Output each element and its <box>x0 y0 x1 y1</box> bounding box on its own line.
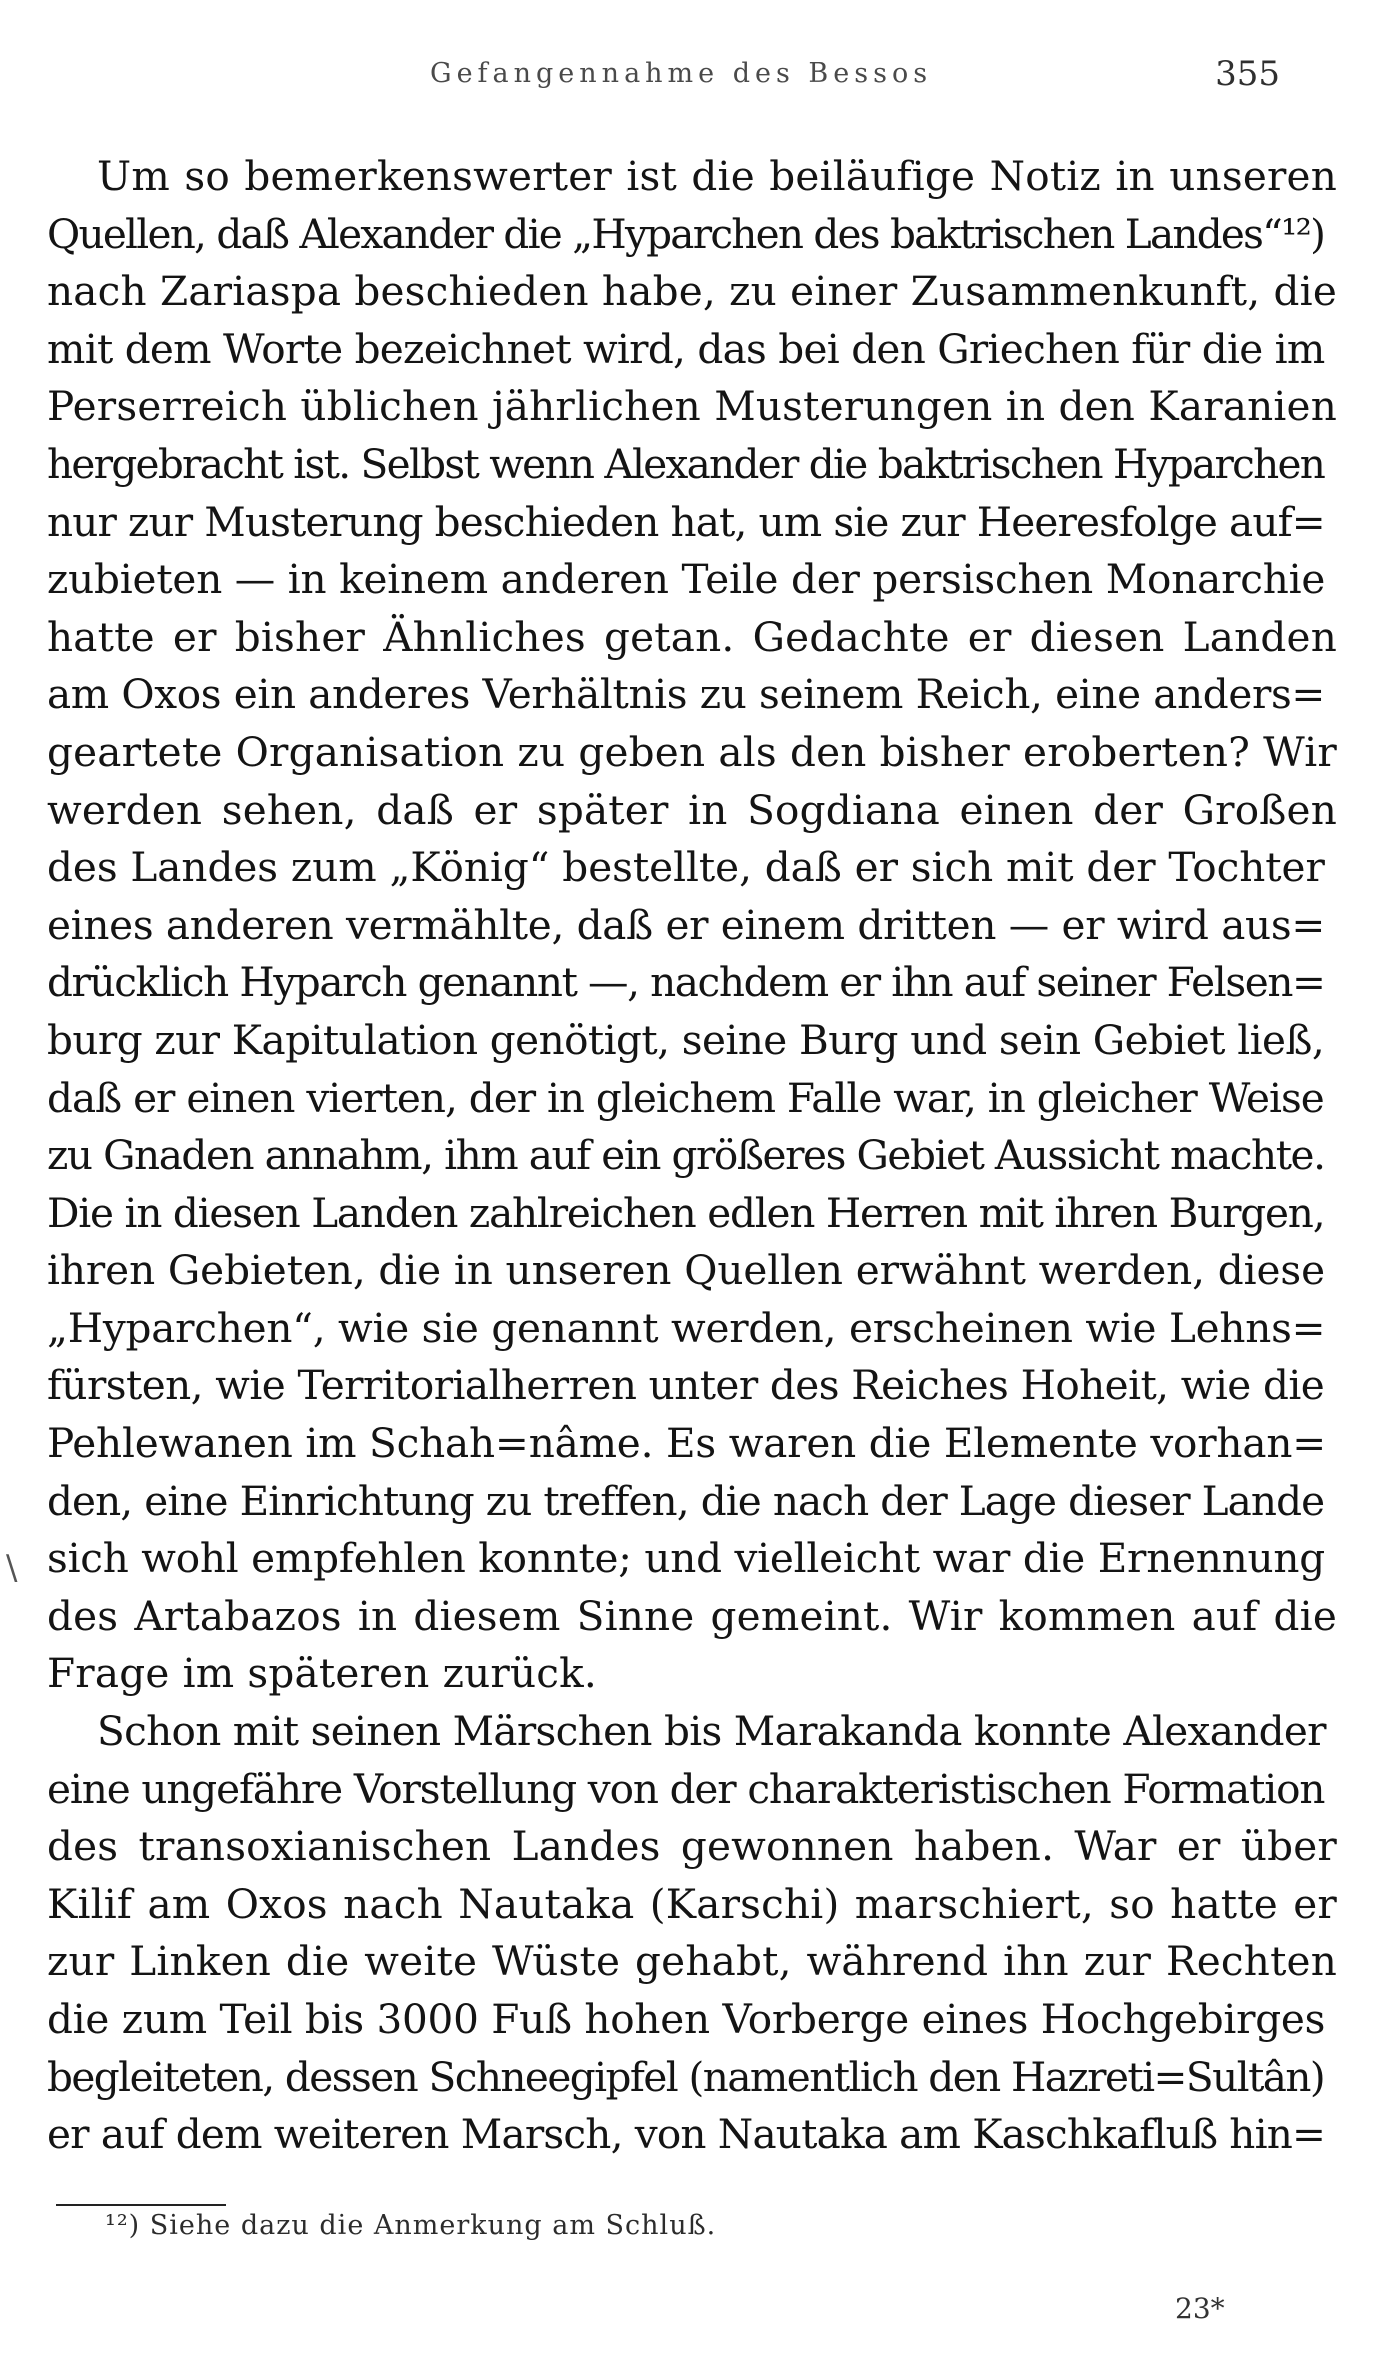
text-line: mit dem Worte bezeichnet wird, das bei den Griechen für die im <box>47 324 1325 373</box>
running-title: Gefangennahme des Bessos <box>430 58 933 89</box>
text-line: fürsten, wie Territorialherren unter des Reiches Hoheit, wie die <box>47 1361 1325 1410</box>
text-line: sich wohl empfehlen konnte; und vielleicht war die Ernennung <box>47 1534 1325 1583</box>
text-line: Schon mit seinen Märschen bis Marakanda konnte Alexander <box>97 1707 1326 1756</box>
page-number: 355 <box>1215 54 1280 94</box>
text-line: burg zur Kapitulation genötigt, seine Burg und sein Gebiet ließ, <box>47 1015 1325 1064</box>
text-line: den, eine Einrichtung zu treffen, die nach der Lage dieser Lande <box>47 1476 1325 1525</box>
text-line: nach Zariaspa beschieden habe, zu einer Zusammenkunft, die <box>47 267 1337 316</box>
text-line: begleiteten, dessen Schneegipfel (namentlich den Hazreti=Sultân) <box>47 2052 1325 2101</box>
text-line: am Oxos ein anderes Verhältnis zu seinem Reich, eine anders= <box>47 670 1325 719</box>
text-line: er auf dem weiteren Marsch, von Nautaka am Kaschkafluß hin= <box>47 2110 1326 2159</box>
text-line: werden sehen, daß er später in Sogdiana einen der Großen <box>47 785 1337 834</box>
text-line: des Artabazos in diesem Sinne gemeint. Wir kommen auf die <box>47 1591 1337 1640</box>
text-line: Kilif am Oxos nach Nautaka (Karschi) marschiert, so hatte er <box>47 1879 1337 1928</box>
text-line: Frage im späteren zurück. <box>47 1649 597 1698</box>
text-line: Pehlewanen im Schah=nâme. Es waren die Elemente vorhan= <box>47 1419 1326 1468</box>
text-line: daß er einen vierten, der in gleichem Falle war, in gleicher Weise <box>47 1073 1324 1122</box>
text-line: Quellen, daß Alexander die „Hyparchen des baktrischen Landes“¹²) <box>47 209 1325 258</box>
text-line: geartete Organisation zu geben als den bisher eroberten? Wir <box>47 727 1337 776</box>
footnote-rule <box>56 2204 226 2206</box>
text-line: drücklich Hyparch genannt —, nachdem er ihn auf seiner Felsen= <box>47 958 1325 1007</box>
text-line: zubieten — in keinem anderen Teile der persischen Monarchie <box>47 555 1326 604</box>
text-line: des Landes zum „König“ bestellte, daß er sich mit der Tochter <box>47 843 1325 892</box>
text-line: zur Linken die weite Wüste gehabt, während ihn zur Rechten <box>47 1937 1337 1986</box>
margin-mark: \ <box>6 1548 18 1588</box>
text-line: eines anderen vermählte, daß er einem dritten — er wird aus= <box>47 900 1325 949</box>
text-line: Die in diesen Landen zahlreichen edlen Herren mit ihren Burgen, <box>47 1188 1325 1237</box>
text-line: Perserreich üblichen jährlichen Musterungen in den Karanien <box>47 382 1337 431</box>
text-line: nur zur Musterung beschieden hat, um sie zur Heeresfolge auf= <box>47 497 1325 546</box>
text-line: „Hyparchen“, wie sie genannt werden, erscheinen wie Lehns= <box>47 1303 1326 1352</box>
text-line: des transoxianischen Landes gewonnen haben. War er über <box>47 1822 1337 1871</box>
footnote: ¹²) Siehe dazu die Anmerkung am Schluß. <box>105 2210 717 2241</box>
text-line: zu Gnaden annahm, ihm auf ein größeres Gebiet Aussicht machte. <box>47 1131 1325 1180</box>
text-line: die zum Teil bis 3000 Fuß hohen Vorberge eines Hochgebirges <box>47 1995 1326 2043</box>
text-line: hatte er bisher Ähnliches getan. Gedachte er diesen Landen <box>47 612 1337 661</box>
signature-mark: 23* <box>1175 2292 1225 2325</box>
text-line: eine ungefähre Vorstellung von der charakteristischen Formation <box>47 1764 1325 1813</box>
text-line: ihren Gebieten, die in unseren Quellen erwähnt werden, diese <box>47 1246 1325 1295</box>
body-text <box>47 148 1337 2164</box>
text-line: Um so bemerkenswerter ist die beiläufige Notiz in unseren <box>97 152 1337 200</box>
text-line: hergebracht ist. Selbst wenn Alexander die baktrischen Hyparchen <box>47 439 1325 488</box>
running-head <box>180 52 1280 102</box>
